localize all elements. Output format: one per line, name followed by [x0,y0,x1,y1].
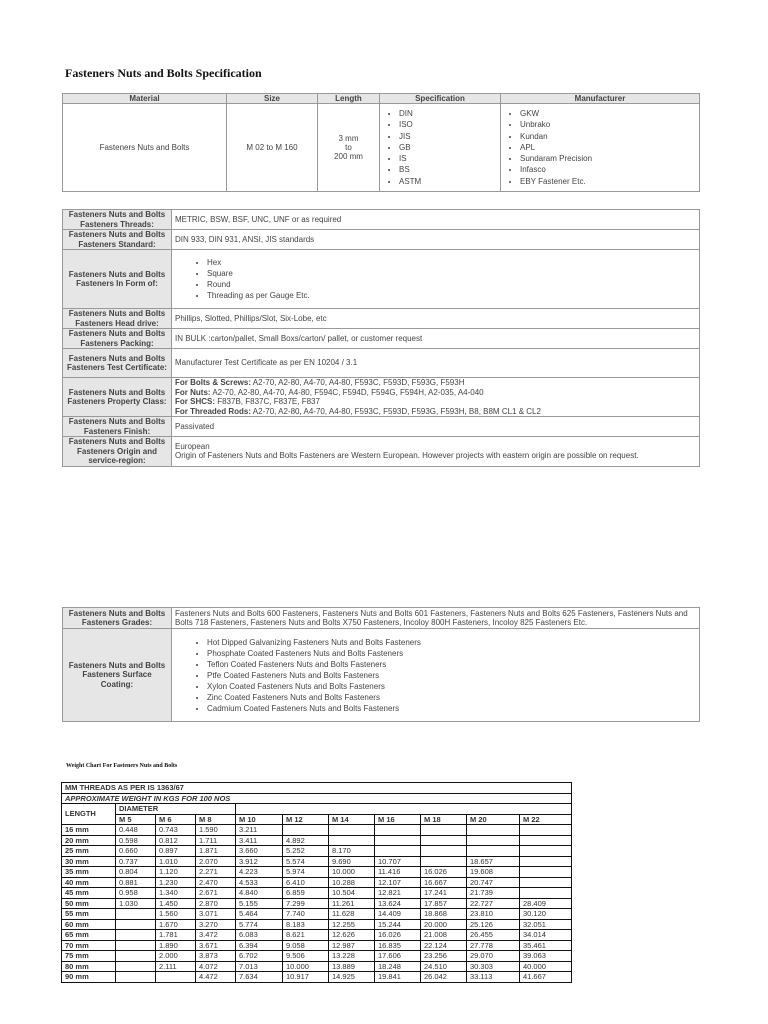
weight-cell: 1.711 [196,835,236,846]
list-item: • ASTM [399,176,499,187]
weight-cell: 4.472 [196,972,236,983]
weight-cell: 26.455 [467,930,520,941]
weight-cell: 40.000 [520,961,572,972]
properties-table [62,209,700,467]
weight-cell: 1.450 [156,898,196,909]
weight-cell: 25.126 [467,919,520,930]
grades-coating-table [62,607,700,722]
prop-label: Fasteners Nuts and Bolts Fasteners Threads: [63,210,172,230]
weight-cell: 19.841 [375,972,421,983]
length-cell: 50 mm [62,898,116,909]
weight-cell: 15.244 [375,919,421,930]
weight-cell: 4.892 [283,835,329,846]
weight-cell: 19.608 [467,867,520,878]
manufacturer-list [502,108,698,187]
list-item: • Hex [207,257,696,268]
weight-cell: 17.857 [421,898,467,909]
weight-cell: 11.416 [375,867,421,878]
weight-cell: 4.223 [236,867,283,878]
prop-label: Fasteners Nuts and Bolts Fasteners Packing: [63,329,172,349]
weight-cell: 14.409 [375,909,421,920]
list-item: • JIS [399,131,499,142]
weight-cell: 0.804 [116,867,156,878]
header-material: Material [63,94,227,104]
table-row [62,877,572,888]
diameter-header-blank [236,804,572,815]
weight-cell: 34.014 [520,930,572,941]
weight-cell: 2.470 [196,877,236,888]
list-item: • GKW [520,108,698,119]
prop-value: METRIC, BSW, BSF, UNC, UNF or as required [172,210,700,230]
origin-line: Origin of Fasteners Nuts and Bolts Fasteners are Western European. However projects with eastern origin are possible on request. [175,451,639,461]
length-cell: 55 mm [62,909,116,920]
weight-header-row [62,783,572,794]
weight-cell: 12.987 [329,940,375,951]
weight-cell: 41.667 [520,972,572,983]
list-item: • GB [399,142,499,153]
weight-chart-title: Weight Chart For Fasteners Nuts and Bolts [66,763,178,769]
weight-cell [375,846,421,857]
list-item: • IS [399,153,499,164]
weight-cell [520,877,572,888]
weight-cell [421,846,467,857]
table-row [62,919,572,930]
spec-data-row [63,104,700,192]
weight-cell: 3.411 [236,835,283,846]
weight-cell: 10.288 [329,877,375,888]
weight-cell [116,919,156,930]
prop-label: Fasteners Nuts and Bolts Fasteners Origin and service-region: [63,437,172,467]
prop-row-packing [63,329,700,349]
length-cell: 75 mm [62,951,116,962]
weight-cell: 2.000 [156,951,196,962]
list-item: • BS [399,164,499,175]
length-cell: 16 mm [62,825,116,836]
diameter-cell: M 14 [329,814,375,825]
weight-cell: 3.270 [196,919,236,930]
table-row [62,867,572,878]
weight-cell: 1.340 [156,888,196,899]
weight-cell: 9.690 [329,856,375,867]
weight-cell: 5.464 [236,909,283,920]
list-item: • DIN [399,108,499,119]
length-cell: 70 mm [62,940,116,951]
weight-cell: 2.070 [196,856,236,867]
weight-cell [283,825,329,836]
weight-cell [520,846,572,857]
weight-cell: 0.743 [156,825,196,836]
diameter-cell: M 6 [156,814,196,825]
weight-cell: 3.472 [196,930,236,941]
weight-cell [520,856,572,867]
prop-value [172,250,700,309]
weight-header-row [62,804,572,815]
weight-cell: 1.560 [156,909,196,920]
weight-cell [156,972,196,983]
weight-cell: 21.008 [421,930,467,941]
weight-cell: 5.252 [283,846,329,857]
diameter-header: DIAMETER [116,804,236,815]
material-cell: Fasteners Nuts and Bolts [63,104,227,192]
weight-cell: 12.107 [375,877,421,888]
weight-cell: 16.026 [421,867,467,878]
length-cell: 35 mm [62,867,116,878]
weight-chart-table [61,782,572,983]
weight-cell: 3.660 [236,846,283,857]
weight-cell [467,846,520,857]
list-item: • APL [520,142,698,153]
prop-value [172,629,700,722]
weight-cell: 2.271 [196,867,236,878]
weight-cell: 18.868 [421,909,467,920]
weight-cell [329,825,375,836]
prop-row-property-class [63,378,700,417]
table-row [62,856,572,867]
weight-cell [520,888,572,899]
weight-cell: 5.574 [283,856,329,867]
list-item: • Teflon Coated Fasteners Nuts and Bolts Fasteners [207,659,696,670]
prop-row-threads [63,210,700,230]
length-line: 200 mm [334,152,363,161]
list-item: • Kundan [520,131,698,142]
weight-cell: 1.890 [156,940,196,951]
prop-value: IN BULK :carton/pallet, Small Boxs/carton/ pallet, or customer request [172,329,700,349]
weight-cell: 22.727 [467,898,520,909]
diameter-cell: M 12 [283,814,329,825]
weight-cell: 10.504 [329,888,375,899]
table-row [62,940,572,951]
header-length: Length [318,94,380,104]
weight-cell [116,972,156,983]
list-item: • Infasco [520,164,698,175]
list-item: • Square [207,268,696,279]
weight-body [62,825,572,983]
weight-cell: 10.000 [329,867,375,878]
prop-row-head-drive [63,309,700,329]
table-row [62,951,572,962]
list-item: • EBY Fastener Etc. [520,176,698,187]
prop-label: Fasteners Nuts and Bolts Fasteners Test Certificate: [63,349,172,378]
weight-cell: 10.917 [283,972,329,983]
weight-cell: 0.598 [116,835,156,846]
weight-cell [421,856,467,867]
weight-cell: 6.410 [283,877,329,888]
prop-row-form [63,250,700,309]
weight-cell: 6.083 [236,930,283,941]
coating-list [175,637,696,714]
weight-cell: 11.261 [329,898,375,909]
weight-header-row [62,793,572,804]
weight-cell: 17.606 [375,951,421,962]
prop-label: Fasteners Nuts and Bolts Fasteners Standard: [63,230,172,250]
specification-list [381,108,499,187]
prop-value [172,378,700,417]
weight-cell: 11.628 [329,909,375,920]
header-specification: Specification [380,94,501,104]
weight-cell: 17.241 [421,888,467,899]
weight-cell: 1.030 [116,898,156,909]
prop-label: Fasteners Nuts and Bolts Fasteners Finish: [63,417,172,437]
specification-cell [380,104,501,192]
weight-cell: 18.248 [375,961,421,972]
weight-cell: 33.113 [467,972,520,983]
weight-cell: 0.448 [116,825,156,836]
weight-cell: 23.810 [467,909,520,920]
list-item: • Cadmium Coated Fasteners Nuts and Bolts Fasteners [207,703,696,714]
property-line: For Bolts & Screws: A2-70, A2-80, A4-70, A4-80, F593C, F593D, F593G, F593H [175,378,465,387]
specification-table [62,93,700,192]
weight-cell [329,835,375,846]
weight-cell: 0.737 [116,856,156,867]
list-item: • Ptfe Coated Fasteners Nuts and Bolts Fasteners [207,670,696,681]
weight-cell [421,825,467,836]
weight-cell: 13.228 [329,951,375,962]
weight-cell: 29.070 [467,951,520,962]
weight-cell: 8.621 [283,930,329,941]
prop-value: Passivated [172,417,700,437]
prop-row-origin [63,437,700,467]
weight-cell: 0.812 [156,835,196,846]
weight-cell: 3.873 [196,951,236,962]
prop-row-finish [63,417,700,437]
weight-cell: 14.925 [329,972,375,983]
weight-cell: 3.912 [236,856,283,867]
length-cell: 25 mm [62,846,116,857]
length-cell: 30 mm [62,856,116,867]
prop-value [172,437,700,467]
weight-cell: 16.026 [375,930,421,941]
weight-cell: 3.211 [236,825,283,836]
weight-cell: 2.870 [196,898,236,909]
weight-cell: 1.590 [196,825,236,836]
length-cell: 40 mm [62,877,116,888]
weight-cell: 1.010 [156,856,196,867]
weight-cell [116,951,156,962]
weight-cell: 1.230 [156,877,196,888]
table-row [62,846,572,857]
weight-cell: 9.506 [283,951,329,962]
weight-cell: 4.072 [196,961,236,972]
table-row [62,909,572,920]
table-row [62,825,572,836]
form-list [175,257,696,301]
weight-cell: 20.000 [421,919,467,930]
property-line: For SHCS: F837B, F837C, F837E, F837 [175,397,320,406]
weight-cell: 1.781 [156,930,196,941]
weight-cell: 7.299 [283,898,329,909]
weight-header-2: APPROXIMATE WEIGHT IN KGS FOR 100 NOS [62,793,572,804]
weight-cell: 12.821 [375,888,421,899]
prop-row-test-certificate [63,349,700,378]
weight-cell: 0.958 [116,888,156,899]
property-line: For Nuts: A2-70, A2-80, A4-70, A4-80, F594C, F594D, F594G, F594H, A2-035, A4-040 [175,387,484,397]
table-row [62,835,572,846]
weight-cell [520,867,572,878]
weight-cell: 5.774 [236,919,283,930]
weight-cell: 20.747 [467,877,520,888]
spec-header-row [63,94,700,104]
weight-cell: 30.120 [520,909,572,920]
weight-cell: 3.671 [196,940,236,951]
weight-cell: 30.303 [467,961,520,972]
list-item: • Round [207,279,696,290]
prop-value: DIN 933, DIN 931, ANSI, JIS standards [172,230,700,250]
weight-cell [375,825,421,836]
list-item: • Hot Dipped Galvanizing Fasteners Nuts and Bolts Fasteners [207,637,696,648]
length-cell: 65 mm [62,930,116,941]
list-item: • Phosphate Coated Fasteners Nuts and Bolts Fasteners [207,648,696,659]
weight-cell: 39.063 [520,951,572,962]
weight-cell [116,961,156,972]
weight-cell [520,825,572,836]
weight-cell: 1.120 [156,867,196,878]
weight-cell: 13.889 [329,961,375,972]
list-item: • Zinc Coated Fasteners Nuts and Bolts Fasteners [207,692,696,703]
origin-line: European [175,441,210,451]
length-cell: 60 mm [62,919,116,930]
weight-cell: 7.740 [283,909,329,920]
weight-cell: 10.707 [375,856,421,867]
weight-cell: 9.058 [283,940,329,951]
header-manufacturer: Manufacturer [501,94,700,104]
header-size: Size [227,94,318,104]
weight-cell: 1.670 [156,919,196,930]
list-item: • Threading as per Gauge Etc. [207,290,696,301]
weight-cell [421,835,467,846]
length-cell: 80 mm [62,961,116,972]
table-row [62,972,572,983]
diameter-cell: M 8 [196,814,236,825]
page-title: Fasteners Nuts and Bolts Specification [65,66,262,80]
diameter-cell: M 5 [116,814,156,825]
weight-cell: 6.394 [236,940,283,951]
prop-label: Fasteners Nuts and Bolts Fasteners Head drive: [63,309,172,329]
prop-label: Fasteners Nuts and Bolts Fasteners Surface Coating: [63,629,172,722]
prop-label: Fasteners Nuts and Bolts Fasteners Property Class: [63,378,172,417]
diameter-cell: M 20 [467,814,520,825]
length-header: LENGTH [62,804,116,825]
prop-row-coating [63,629,700,722]
weight-cell: 24.510 [421,961,467,972]
table-row [62,930,572,941]
prop-value: Fasteners Nuts and Bolts 600 Fasteners, Fasteners Nuts and Bolts 601 Fasteners, Fasteners Nuts and Bolts 625 Fasteners, Fasteners Nuts and Bolts 718 Fasteners, Fasteners Nuts and Bolts X750 Fasteners, Incoloy 800H Fasteners, Incoloy 825 Fasteners Etc. [172,608,700,629]
weight-cell: 3.071 [196,909,236,920]
weight-cell: 5.155 [236,898,283,909]
list-item: • ISO [399,119,499,130]
weight-cell: 6.702 [236,951,283,962]
diameter-cell: M 10 [236,814,283,825]
prop-value: Phillips, Slotted, Phillips/Slot, Six-Lobe, etc [172,309,700,329]
weight-cell: 8.170 [329,846,375,857]
prop-row-standard [63,230,700,250]
prop-row-grades [63,608,700,629]
weight-cell: 18.657 [467,856,520,867]
diameter-cell: M 22 [520,814,572,825]
diameter-cell: M 16 [375,814,421,825]
weight-cell [520,835,572,846]
weight-cell: 13.624 [375,898,421,909]
weight-cell: 0.881 [116,877,156,888]
weight-cell: 16.667 [421,877,467,888]
prop-value: Manufacturer Test Certificate as per EN 10204 / 3.1 [172,349,700,378]
weight-cell [116,909,156,920]
prop-label: Fasteners Nuts and Bolts Fasteners In Form of: [63,250,172,309]
table-row [62,961,572,972]
length-cell: 45 mm [62,888,116,899]
weight-cell: 1.871 [196,846,236,857]
weight-cell: 12.626 [329,930,375,941]
weight-cell: 7.634 [236,972,283,983]
weight-cell: 4.840 [236,888,283,899]
length-cell: 90 mm [62,972,116,983]
table-row [62,898,572,909]
weight-cell: 0.660 [116,846,156,857]
list-item: • Unbrako [520,119,698,130]
weight-cell: 2.671 [196,888,236,899]
length-cell: 20 mm [62,835,116,846]
length-line: 3 mm [338,134,359,143]
list-item: • Sundaram Precision [520,153,698,164]
weight-cell: 12.255 [329,919,375,930]
weight-cell: 10.000 [283,961,329,972]
weight-cell: 22.124 [421,940,467,951]
weight-cell: 21.739 [467,888,520,899]
weight-header-1: MM THREADS AS PER IS 1363/67 [62,783,572,794]
diameter-cell: M 18 [421,814,467,825]
weight-cell: 23.256 [421,951,467,962]
weight-cell: 28.409 [520,898,572,909]
weight-cell [116,940,156,951]
weight-cell: 2.111 [156,961,196,972]
prop-label: Fasteners Nuts and Bolts Fasteners Grades: [63,608,172,629]
weight-cell: 35.461 [520,940,572,951]
weight-cell: 5.974 [283,867,329,878]
length-line: to [345,143,352,152]
weight-cell [467,825,520,836]
weight-cell [116,930,156,941]
size-cell: M 02 to M 160 [227,104,318,192]
weight-cell: 26.042 [421,972,467,983]
weight-cell: 27.778 [467,940,520,951]
weight-cell [467,835,520,846]
table-row [62,888,572,899]
weight-cell: 6.859 [283,888,329,899]
weight-cell: 7.013 [236,961,283,972]
weight-cell: 8.183 [283,919,329,930]
diameter-row [62,814,572,825]
list-item: • Xylon Coated Fasteners Nuts and Bolts Fasteners [207,681,696,692]
weight-cell: 16.835 [375,940,421,951]
property-line: For Threaded Rods: A2-70, A2-80, A4-70, A4-80, F593C, F593D, F593G, F593H, B8, B8M CL1 & CL2 [175,406,541,416]
weight-cell: 0.897 [156,846,196,857]
weight-cell: 4.533 [236,877,283,888]
length-cell [318,104,380,192]
weight-cell: 32.051 [520,919,572,930]
weight-cell [375,835,421,846]
manufacturer-cell [501,104,700,192]
